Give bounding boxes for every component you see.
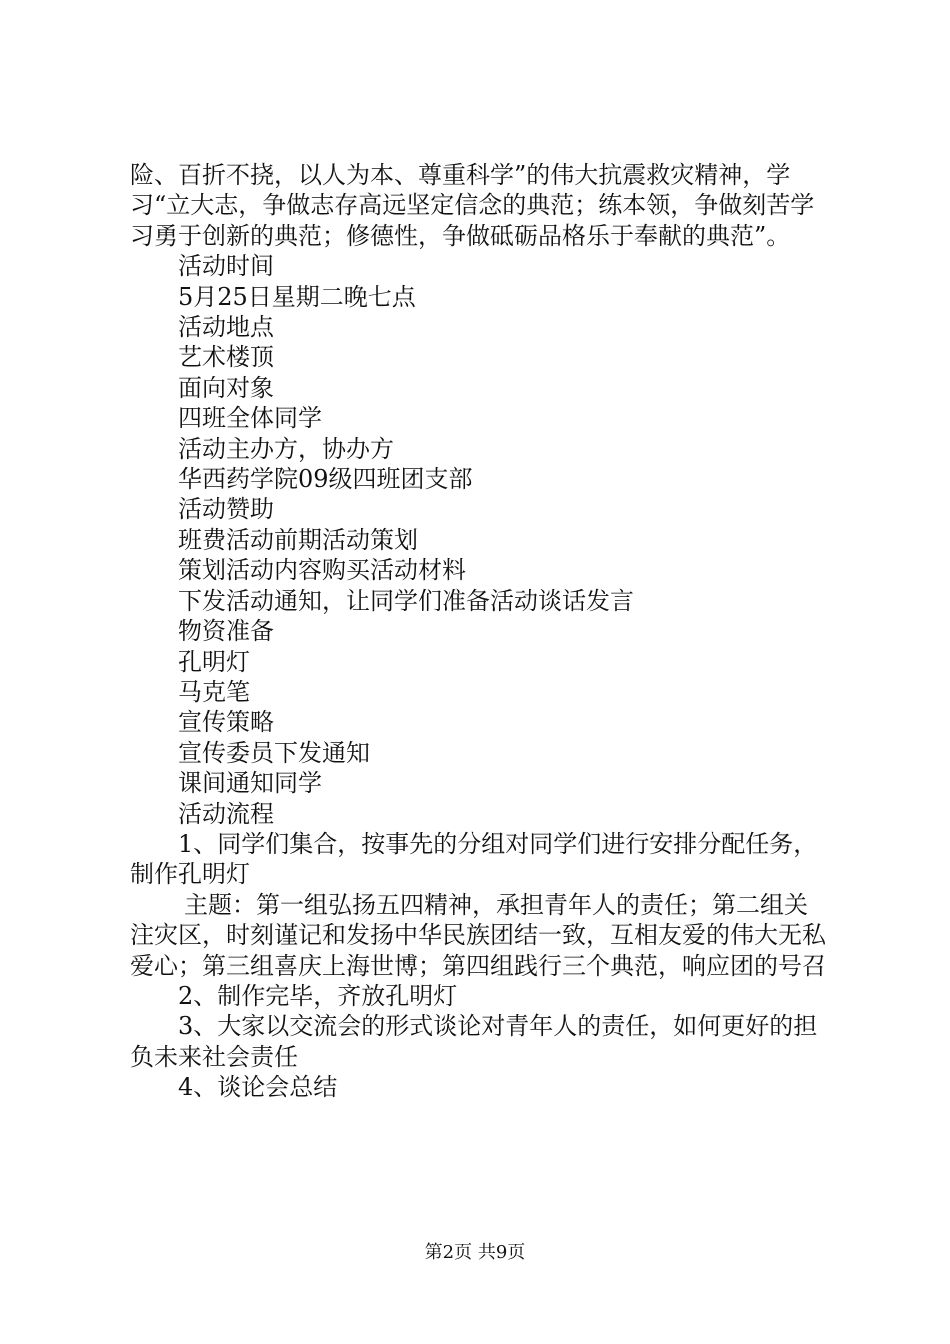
page-footer bbox=[0, 1241, 950, 1265]
heading-activity-location: 活动地点 bbox=[178, 313, 274, 342]
material-item: 马克笔 bbox=[178, 677, 250, 706]
procedure-themes: 主题：第一组弘扬五四精神，承担青年人的责任；第二组关注灾区，时刻谨记和发扬中华民族团结一致，互相友爱的伟大无私爱心；第三组喜庆上海世博；第四组践行三个典范，响应团的号召 bbox=[130, 890, 826, 980]
publicity-item: 课间通知同学 bbox=[178, 769, 322, 798]
planning-item: 策划活动内容购买活动材料 bbox=[178, 556, 466, 585]
target-audience-value: 四班全体同学 bbox=[178, 404, 322, 433]
publicity-item: 宣传委员下发通知 bbox=[178, 738, 370, 767]
material-item: 孔明灯 bbox=[178, 647, 250, 676]
paragraph-continuation: 险、百折不挠，以人为本、尊重科学”的伟大抗震救灾精神，学习“立大志，争做志存高远坚定信念的典范；练本领，争做刻苦学习勇于创新的典范；修德性，争做砥砺品格乐于奉献的典范”。 bbox=[130, 161, 815, 250]
page-number-label: 第2页 共9页 bbox=[424, 1242, 526, 1263]
heading-organizers: 活动主办方，协办方 bbox=[178, 434, 394, 463]
heading-publicity: 宣传策略 bbox=[178, 708, 274, 737]
activity-time-value: 5月25日星期二晚七点 bbox=[178, 282, 416, 311]
heading-procedure: 活动流程 bbox=[178, 799, 274, 828]
procedure-step-1: 1、同学们集合，按事先的分组对同学们进行安排分配任务，制作孔明灯 bbox=[130, 829, 818, 889]
heading-sponsorship: 活动赞助 bbox=[178, 495, 274, 524]
procedure-step-3: 3、大家以交流会的形式谈论对青年人的责任，如何更好的担负未来社会责任 bbox=[130, 1012, 818, 1071]
procedure-step-4: 4、谈论会总结 bbox=[178, 1073, 338, 1102]
notice-item: 下发活动通知，让同学们准备活动谈话发言 bbox=[178, 586, 634, 615]
organizers-value: 华西药学院09级四班团支部 bbox=[178, 465, 473, 494]
heading-activity-time: 活动时间 bbox=[178, 252, 274, 281]
procedure-step-2: 2、制作完毕，齐放孔明灯 bbox=[178, 981, 458, 1010]
heading-materials: 物资准备 bbox=[178, 617, 274, 646]
sponsorship-value: 班费活动前期活动策划 bbox=[178, 525, 418, 554]
document-body bbox=[130, 160, 830, 1103]
activity-location-value: 艺术楼顶 bbox=[178, 343, 274, 372]
heading-target-audience: 面向对象 bbox=[178, 373, 274, 402]
